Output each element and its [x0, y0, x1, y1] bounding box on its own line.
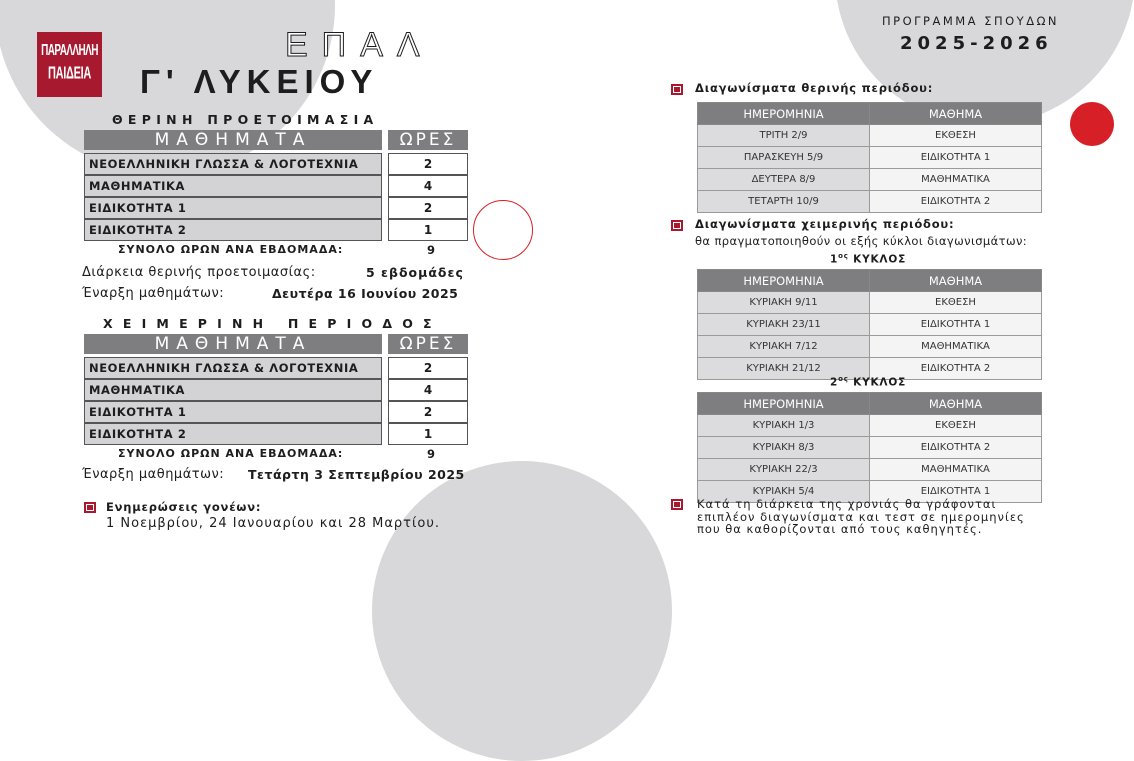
- col-date: ΗΜΕΡΟΜΗΝΙΑ: [698, 393, 870, 415]
- summer-duration-value: 5 εβδομάδες: [366, 265, 464, 280]
- subject-cell: ΕΙΔΙΚΟΤΗΤΑ 1: [84, 401, 382, 423]
- date-cell: ΔΕΥΤΕΡΑ 8/9: [698, 169, 870, 191]
- table-row: [84, 401, 468, 423]
- col-subject: ΜΑΘΗΜΑ: [870, 393, 1042, 415]
- date-cell: ΚΥΡΙΑΚΗ 7/12: [698, 336, 870, 358]
- subject-cell: ΕΙΔΙΚΟΤΗΤΑ 1: [870, 481, 1042, 503]
- summer-duration-label: Διάρκεια θερινής προετοιμασίας:: [82, 265, 316, 280]
- cycle1-heading: [830, 252, 906, 266]
- col-date: ΗΜΕΡΟΜΗΝΙΑ: [698, 103, 870, 125]
- subject-cell: ΜΑΘΗΜΑΤΙΚΑ: [84, 175, 382, 197]
- hours-cell: 1: [388, 423, 468, 445]
- table-row: [84, 423, 468, 445]
- date-cell: ΤΕΤΑΡΤΗ 10/9: [698, 191, 870, 213]
- subject-cell: ΝΕΟΕΛΛΗΝΙΚΗ ΓΛΩΣΣΑ & ΛΟΓΟΤΕΧΝΙΑ: [84, 153, 382, 175]
- decor-circle-outline-red: [473, 200, 533, 260]
- table-row: [698, 437, 1042, 459]
- table-row: [698, 125, 1042, 147]
- cycle2-table: [697, 392, 1042, 503]
- winter-col-subject: ΜΑΘΗΜΑΤΑ: [84, 334, 382, 354]
- table-row: [84, 379, 468, 401]
- table-row: [84, 219, 468, 241]
- winter-total-value: 9: [427, 447, 436, 461]
- winter-tests-subtitle: θα πραγματοποιηθούν οι εξής κύκλοι διαγωνισμάτων:: [695, 234, 1028, 248]
- subject-cell: ΕΙΔΙΚΟΤΗΤΑ 2: [870, 437, 1042, 459]
- winter-table: [84, 334, 468, 445]
- subject-cell: ΕΙΔΙΚΟΤΗΤΑ 2: [870, 358, 1042, 380]
- cycle2-label: ΚΥΚΛΟΣ: [853, 376, 907, 389]
- date-cell: ΚΥΡΙΑΚΗ 21/12: [698, 358, 870, 380]
- program-year: 2025-2026: [900, 33, 1053, 54]
- summer-col-subject: ΜΑΘΗΜΑΤΑ: [84, 130, 382, 150]
- subject-cell: ΕΙΔΙΚΟΤΗΤΑ 1: [870, 147, 1042, 169]
- date-cell: ΠΑΡΑΣΚΕΥΗ 5/9: [698, 147, 870, 169]
- hours-cell: 1: [388, 219, 468, 241]
- summer-title: ΘΕΡΙΝΗ ΠΡΟΕΤΟΙΜΑΣΙΑ: [112, 112, 379, 127]
- hours-cell: 4: [388, 175, 468, 197]
- summer-start-label: Έναρξη μαθημάτων:: [82, 286, 225, 301]
- winter-table-header: [84, 334, 468, 354]
- cycle2-num: 2: [830, 376, 839, 389]
- subject-cell: ΕΚΘΕΣΗ: [870, 415, 1042, 437]
- cycle2-sup: ος: [838, 375, 849, 383]
- program-label: ΠΡΟΓΡΑΜΜΑ ΣΠΟΥΔΩΝ: [882, 14, 1059, 28]
- hours-cell: 2: [388, 357, 468, 379]
- table-row: [84, 197, 468, 219]
- subject-cell: ΝΕΟΕΛΛΗΝΙΚΗ ΓΛΩΣΣΑ & ΛΟΓΟΤΕΧΝΙΑ: [84, 357, 382, 379]
- summer-col-hours: ΩΡΕΣ: [388, 130, 468, 150]
- summer-table: [84, 130, 468, 241]
- subject-cell: ΕΙΔΙΚΟΤΗΤΑ 2: [84, 219, 382, 241]
- date-cell: ΚΥΡΙΑΚΗ 5/4: [698, 481, 870, 503]
- decor-circle-red: [1070, 102, 1114, 146]
- cycle1-sup: ος: [838, 252, 849, 260]
- table-row: [698, 459, 1042, 481]
- title-sub: Γ' ΛΥΚΕΙΟΥ: [140, 63, 379, 100]
- subject-cell: ΕΙΔΙΚΟΤΗΤΑ 2: [84, 423, 382, 445]
- table-row: [698, 336, 1042, 358]
- cycle2-heading: [830, 375, 906, 389]
- subject-cell: ΜΑΘΗΜΑΤΙΚΑ: [870, 336, 1042, 358]
- table-row: [698, 191, 1042, 213]
- table-row: [698, 415, 1042, 437]
- table-row: [84, 357, 468, 379]
- subject-cell: ΕΚΘΕΣΗ: [870, 125, 1042, 147]
- date-cell: ΚΥΡΙΑΚΗ 9/11: [698, 292, 870, 314]
- logo: [37, 32, 102, 97]
- winter-start-label: Έναρξη μαθημάτων:: [82, 467, 225, 482]
- logo-line1: ΠΑΡΑΛΛΗΛΗ: [41, 42, 98, 60]
- summer-tests-table: [697, 102, 1042, 213]
- subject-cell: ΕΙΔΙΚΟΤΗΤΑ 2: [870, 191, 1042, 213]
- summer-total-value: 9: [427, 243, 436, 257]
- table-row: [698, 169, 1042, 191]
- winter-total-label: ΣΥΝΟΛΟ ΩΡΩΝ ΑΝΑ ΕΒΔΟΜΑΔΑ:: [118, 447, 344, 460]
- summer-total-label: ΣΥΝΟΛΟ ΩΡΩΝ ΑΝΑ ΕΒΔΟΜΑΔΑ:: [118, 243, 344, 256]
- summer-start-value: Δευτέρα 16 Ιουνίου 2025: [272, 286, 459, 301]
- hours-cell: 4: [388, 379, 468, 401]
- winter-tests-bullet-icon: [671, 220, 683, 231]
- table-row: [84, 175, 468, 197]
- note-text: Κατά τη διάρκεια της χρονιάς θα γράφονται επιπλέον διαγωνίσματα και τεστ σε ημερομηνίες που θα καθορίζονται από τους καθηγητές.: [697, 497, 1025, 536]
- summer-tests-title: Διαγωνίσματα θερινής περιόδου:: [695, 81, 934, 95]
- col-date: ΗΜΕΡΟΜΗΝΙΑ: [698, 270, 870, 292]
- winter-start-value: Τετάρτη 3 Σεπτεμβρίου 2025: [248, 467, 465, 482]
- subject-cell: ΜΑΘΗΜΑΤΙΚΑ: [870, 459, 1042, 481]
- col-subject: ΜΑΘΗΜΑ: [870, 103, 1042, 125]
- parents-bullet-icon: [84, 502, 96, 513]
- summer-table-header: [84, 130, 468, 150]
- date-cell: ΤΡΙΤΗ 2/9: [698, 125, 870, 147]
- winter-tests-title: Διαγωνίσματα χειμερινής περιόδου:: [695, 217, 955, 231]
- winter-col-hours: ΩΡΕΣ: [388, 334, 468, 354]
- hours-cell: 2: [388, 401, 468, 423]
- date-cell: ΚΥΡΙΑΚΗ 1/3: [698, 415, 870, 437]
- date-cell: ΚΥΡΙΑΚΗ 22/3: [698, 459, 870, 481]
- table-header: [698, 270, 1042, 292]
- hours-cell: 2: [388, 153, 468, 175]
- winter-title: ΧΕΙΜΕΡΙΝΗ ΠΕΡΙΟΔΟΣ: [103, 316, 442, 331]
- subject-cell: ΕΙΔΙΚΟΤΗΤΑ 1: [870, 314, 1042, 336]
- cycle1-label: ΚΥΚΛΟΣ: [853, 253, 907, 266]
- date-cell: ΚΥΡΙΑΚΗ 8/3: [698, 437, 870, 459]
- col-subject: ΜΑΘΗΜΑ: [870, 270, 1042, 292]
- table-row: [698, 314, 1042, 336]
- cycle1-table: [697, 269, 1042, 380]
- table-row: [698, 147, 1042, 169]
- parents-text: 1 Νοεμβρίου, 24 Ιανουαρίου και 28 Μαρτίου.: [106, 516, 441, 531]
- summer-tests-bullet-icon: [671, 84, 683, 95]
- table-header: [698, 393, 1042, 415]
- cycle1-num: 1: [830, 253, 839, 266]
- title-main: ΕΠΑΛ: [285, 26, 434, 64]
- decor-circle-bottom-center: [372, 461, 672, 761]
- table-header: [698, 103, 1042, 125]
- parents-title: Ενημερώσεις γονέων:: [106, 500, 262, 514]
- table-row: [84, 153, 468, 175]
- subject-cell: ΕΚΘΕΣΗ: [870, 292, 1042, 314]
- subject-cell: ΜΑΘΗΜΑΤΙΚΑ: [84, 379, 382, 401]
- hours-cell: 2: [388, 197, 468, 219]
- table-row: [698, 292, 1042, 314]
- logo-line2: ΠΑΙΔΕΙΑ: [47, 64, 92, 84]
- note-bullet-icon: [671, 499, 683, 510]
- date-cell: ΚΥΡΙΑΚΗ 23/11: [698, 314, 870, 336]
- subject-cell: ΕΙΔΙΚΟΤΗΤΑ 1: [84, 197, 382, 219]
- subject-cell: ΜΑΘΗΜΑΤΙΚΑ: [870, 169, 1042, 191]
